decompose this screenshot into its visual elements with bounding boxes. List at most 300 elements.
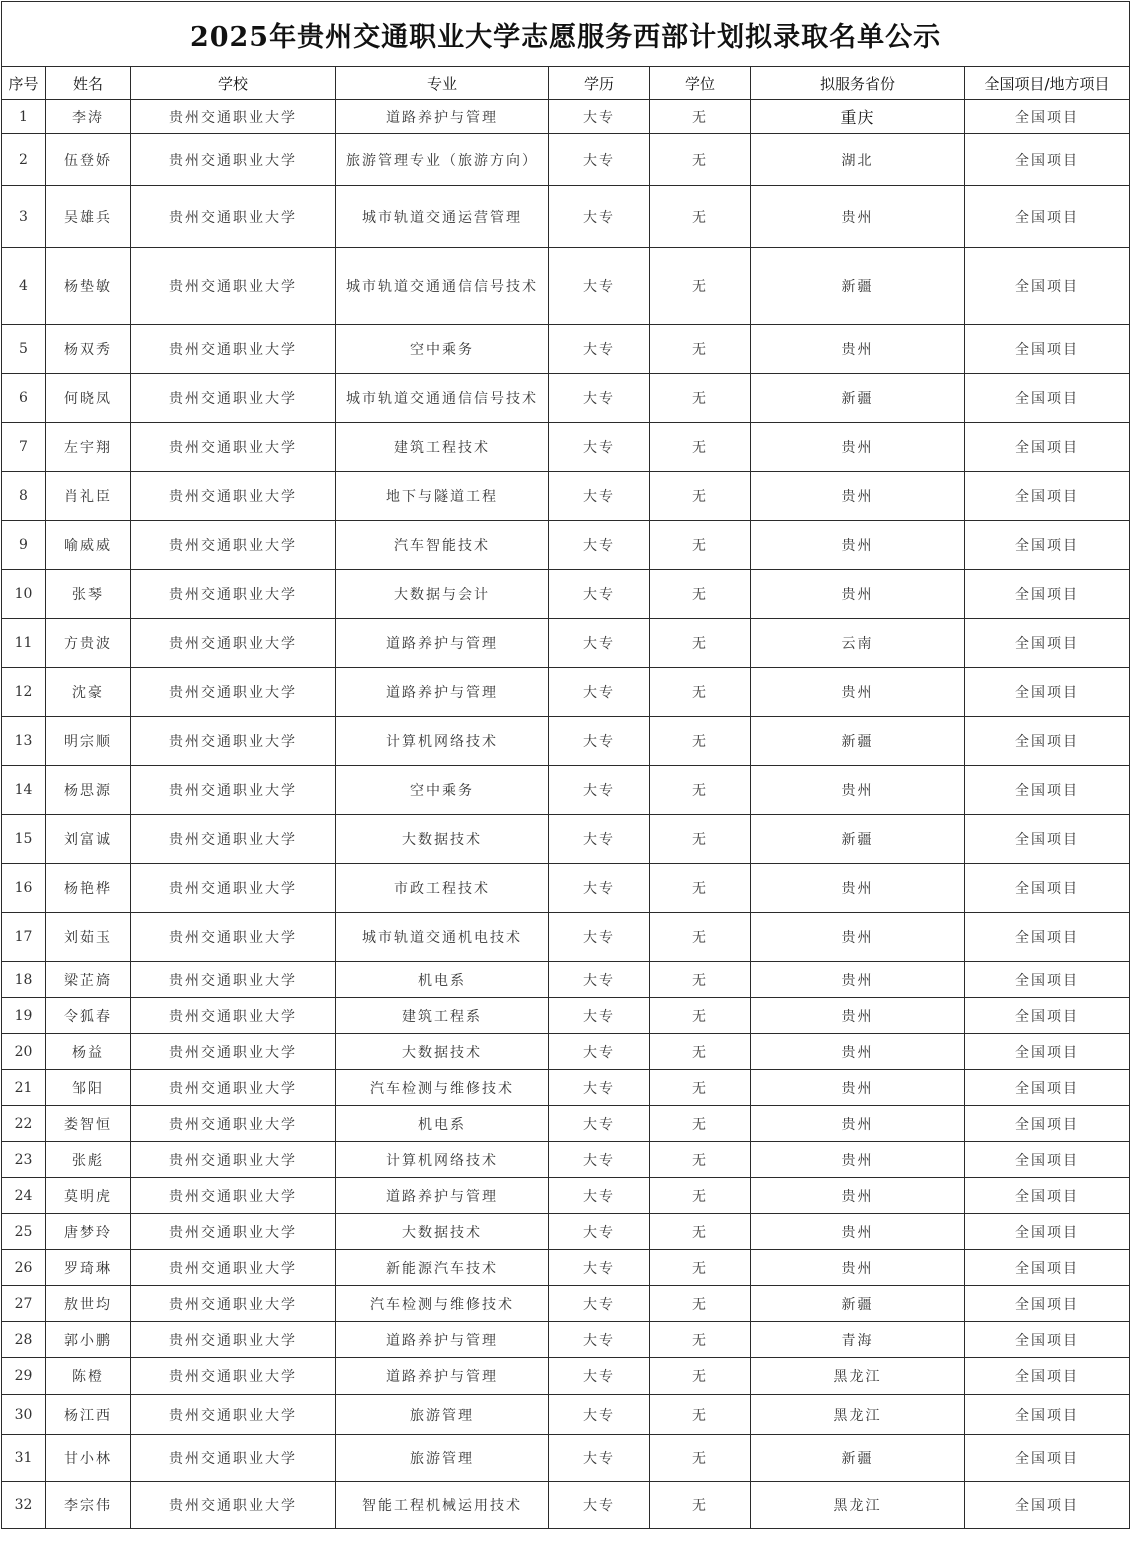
cell-no: 12 [2,668,46,717]
column-header-province: 拟服务省份 [751,67,965,100]
table-row [2,570,1130,619]
cell-major: 地下与隧道工程 [336,472,549,521]
cell-project: 全国项目 [965,100,1130,134]
cell-province: 黑龙江 [751,1395,965,1435]
column-header-name: 姓名 [46,67,131,100]
cell-school: 贵州交通职业大学 [131,1106,336,1142]
cell-no: 32 [2,1482,46,1529]
cell-school: 贵州交通职业大学 [131,619,336,668]
table-row [2,1070,1130,1106]
cell-province: 贵州 [751,864,965,913]
cell-degree: 无 [650,521,751,570]
cell-name: 郭小鹏 [46,1322,131,1358]
cell-school: 贵州交通职业大学 [131,766,336,815]
cell-education: 大专 [549,962,650,998]
cell-name: 伍登娇 [46,134,131,186]
cell-province: 云南 [751,619,965,668]
cell-degree: 无 [650,1142,751,1178]
cell-school: 贵州交通职业大学 [131,913,336,962]
cell-name: 李涛 [46,100,131,134]
cell-name: 杨垫敏 [46,248,131,325]
cell-education: 大专 [549,913,650,962]
cell-name: 令狐春 [46,998,131,1034]
cell-degree: 无 [650,134,751,186]
table-row [2,998,1130,1034]
cell-project: 全国项目 [965,1395,1130,1435]
cell-degree: 无 [650,248,751,325]
cell-school: 贵州交通职业大学 [131,1322,336,1358]
cell-school: 贵州交通职业大学 [131,1482,336,1529]
table-row [2,100,1130,134]
cell-major: 旅游管理专业（旅游方向） [336,134,549,186]
cell-education: 大专 [549,325,650,374]
cell-education: 大专 [549,1250,650,1286]
cell-province: 新疆 [751,1435,965,1482]
cell-project: 全国项目 [965,1482,1130,1529]
cell-major: 汽车智能技术 [336,521,549,570]
cell-name: 莫明虎 [46,1178,131,1214]
cell-project: 全国项目 [965,134,1130,186]
cell-degree: 无 [650,423,751,472]
cell-no: 19 [2,998,46,1034]
cell-province: 新疆 [751,248,965,325]
cell-school: 贵州交通职业大学 [131,186,336,248]
cell-province: 贵州 [751,913,965,962]
cell-no: 29 [2,1358,46,1395]
cell-education: 大专 [549,1395,650,1435]
table-row [2,1358,1130,1395]
table-row [2,186,1130,248]
cell-province: 贵州 [751,1106,965,1142]
cell-school: 贵州交通职业大学 [131,521,336,570]
cell-name: 方贵波 [46,619,131,668]
cell-education: 大专 [549,570,650,619]
cell-project: 全国项目 [965,1358,1130,1395]
table-row [2,521,1130,570]
cell-school: 贵州交通职业大学 [131,1358,336,1395]
cell-project: 全国项目 [965,717,1130,766]
cell-school: 贵州交通职业大学 [131,1395,336,1435]
cell-province: 黑龙江 [751,1358,965,1395]
cell-major: 城市轨道交通机电技术 [336,913,549,962]
cell-school: 贵州交通职业大学 [131,472,336,521]
column-header-degree: 学位 [650,67,751,100]
table-row [2,1482,1130,1529]
cell-project: 全国项目 [965,668,1130,717]
column-header-education: 学历 [549,67,650,100]
cell-major: 机电系 [336,962,549,998]
cell-school: 贵州交通职业大学 [131,1034,336,1070]
cell-education: 大专 [549,766,650,815]
cell-major: 旅游管理 [336,1435,549,1482]
cell-degree: 无 [650,1106,751,1142]
cell-education: 大专 [549,186,650,248]
cell-project: 全国项目 [965,1142,1130,1178]
cell-education: 大专 [549,998,650,1034]
cell-major: 大数据技术 [336,815,549,864]
cell-name: 杨益 [46,1034,131,1070]
cell-project: 全国项目 [965,1214,1130,1250]
cell-major: 空中乘务 [336,766,549,815]
cell-no: 20 [2,1034,46,1070]
cell-name: 何晓凤 [46,374,131,423]
cell-school: 贵州交通职业大学 [131,717,336,766]
table-row [2,423,1130,472]
cell-school: 贵州交通职业大学 [131,100,336,134]
cell-major: 道路养护与管理 [336,668,549,717]
table-row [2,815,1130,864]
cell-no: 14 [2,766,46,815]
cell-name: 沈豪 [46,668,131,717]
column-header-major: 专业 [336,67,549,100]
cell-no: 5 [2,325,46,374]
cell-name: 杨艳桦 [46,864,131,913]
cell-degree: 无 [650,913,751,962]
admission-list-table [1,1,1130,1529]
cell-project: 全国项目 [965,998,1130,1034]
cell-project: 全国项目 [965,864,1130,913]
cell-major: 汽车检测与维修技术 [336,1070,549,1106]
cell-no: 28 [2,1322,46,1358]
cell-name: 李宗伟 [46,1482,131,1529]
cell-project: 全国项目 [965,521,1130,570]
cell-province: 贵州 [751,325,965,374]
cell-degree: 无 [650,998,751,1034]
cell-province: 贵州 [751,1070,965,1106]
cell-no: 21 [2,1070,46,1106]
cell-school: 贵州交通职业大学 [131,423,336,472]
cell-name: 杨双秀 [46,325,131,374]
table-header-row [2,67,1130,100]
cell-school: 贵州交通职业大学 [131,248,336,325]
cell-major: 大数据与会计 [336,570,549,619]
cell-education: 大专 [549,864,650,913]
cell-province: 新疆 [751,1286,965,1322]
cell-name: 杨江西 [46,1395,131,1435]
table-row [2,766,1130,815]
cell-major: 计算机网络技术 [336,1142,549,1178]
cell-project: 全国项目 [965,913,1130,962]
cell-major: 旅游管理 [336,1395,549,1435]
cell-degree: 无 [650,1395,751,1435]
cell-major: 道路养护与管理 [336,1358,549,1395]
table-row [2,962,1130,998]
cell-no: 10 [2,570,46,619]
cell-education: 大专 [549,1286,650,1322]
cell-no: 22 [2,1106,46,1142]
cell-degree: 无 [650,1482,751,1529]
cell-degree: 无 [650,472,751,521]
cell-major: 机电系 [336,1106,549,1142]
cell-education: 大专 [549,717,650,766]
cell-no: 8 [2,472,46,521]
cell-degree: 无 [650,374,751,423]
cell-no: 7 [2,423,46,472]
cell-province: 新疆 [751,374,965,423]
cell-education: 大专 [549,472,650,521]
table-row [2,717,1130,766]
cell-degree: 无 [650,864,751,913]
column-header-school: 学校 [131,67,336,100]
table-row [2,248,1130,325]
cell-province: 贵州 [751,1034,965,1070]
cell-project: 全国项目 [965,325,1130,374]
cell-education: 大专 [549,1322,650,1358]
cell-province: 新疆 [751,717,965,766]
cell-major: 大数据技术 [336,1034,549,1070]
cell-major: 道路养护与管理 [336,619,549,668]
cell-degree: 无 [650,717,751,766]
cell-province: 重庆 [751,100,965,134]
cell-school: 贵州交通职业大学 [131,134,336,186]
cell-name: 喻威威 [46,521,131,570]
cell-school: 贵州交通职业大学 [131,998,336,1034]
page-title: 2025年贵州交通职业大学志愿服务西部计划拟录取名单公示 [2,2,1130,67]
cell-name: 左宇翔 [46,423,131,472]
cell-major: 城市轨道交通运营管理 [336,186,549,248]
cell-province: 湖北 [751,134,965,186]
cell-project: 全国项目 [965,962,1130,998]
cell-school: 贵州交通职业大学 [131,1178,336,1214]
cell-school: 贵州交通职业大学 [131,325,336,374]
column-header-no: 序号 [2,67,46,100]
cell-no: 11 [2,619,46,668]
cell-degree: 无 [650,1250,751,1286]
cell-major: 智能工程机械运用技术 [336,1482,549,1529]
cell-major: 道路养护与管理 [336,1322,549,1358]
cell-no: 3 [2,186,46,248]
cell-education: 大专 [549,100,650,134]
cell-degree: 无 [650,1286,751,1322]
cell-school: 贵州交通职业大学 [131,815,336,864]
table-row [2,1214,1130,1250]
cell-degree: 无 [650,1034,751,1070]
cell-project: 全国项目 [965,1286,1130,1322]
table-row [2,864,1130,913]
cell-school: 贵州交通职业大学 [131,570,336,619]
table-row [2,1106,1130,1142]
cell-education: 大专 [549,1070,650,1106]
cell-name: 陈橙 [46,1358,131,1395]
cell-no: 16 [2,864,46,913]
cell-education: 大专 [549,521,650,570]
cell-school: 贵州交通职业大学 [131,1214,336,1250]
cell-degree: 无 [650,1070,751,1106]
cell-education: 大专 [549,423,650,472]
cell-no: 30 [2,1395,46,1435]
cell-project: 全国项目 [965,1070,1130,1106]
cell-degree: 无 [650,186,751,248]
cell-education: 大专 [549,1178,650,1214]
cell-education: 大专 [549,619,650,668]
table-row [2,913,1130,962]
cell-no: 13 [2,717,46,766]
cell-education: 大专 [549,1106,650,1142]
cell-project: 全国项目 [965,619,1130,668]
cell-project: 全国项目 [965,766,1130,815]
cell-no: 1 [2,100,46,134]
cell-major: 市政工程技术 [336,864,549,913]
table-row [2,1395,1130,1435]
cell-school: 贵州交通职业大学 [131,374,336,423]
cell-province: 贵州 [751,423,965,472]
cell-major: 道路养护与管理 [336,1178,549,1214]
cell-major: 空中乘务 [336,325,549,374]
cell-education: 大专 [549,1482,650,1529]
cell-name: 刘富诚 [46,815,131,864]
cell-no: 24 [2,1178,46,1214]
cell-project: 全国项目 [965,248,1130,325]
cell-degree: 无 [650,1435,751,1482]
cell-province: 贵州 [751,1250,965,1286]
cell-no: 15 [2,815,46,864]
cell-education: 大专 [549,374,650,423]
cell-education: 大专 [549,815,650,864]
cell-province: 黑龙江 [751,1482,965,1529]
table-row [2,668,1130,717]
cell-project: 全国项目 [965,1178,1130,1214]
cell-education: 大专 [549,134,650,186]
cell-name: 吴雄兵 [46,186,131,248]
cell-name: 明宗顺 [46,717,131,766]
cell-province: 贵州 [751,668,965,717]
cell-name: 杨思源 [46,766,131,815]
cell-degree: 无 [650,1322,751,1358]
cell-no: 6 [2,374,46,423]
cell-no: 26 [2,1250,46,1286]
cell-project: 全国项目 [965,1034,1130,1070]
cell-name: 甘小林 [46,1435,131,1482]
cell-education: 大专 [549,1214,650,1250]
cell-no: 31 [2,1435,46,1482]
table-row [2,1322,1130,1358]
cell-degree: 无 [650,1178,751,1214]
cell-degree: 无 [650,325,751,374]
cell-project: 全国项目 [965,472,1130,521]
table-body [2,100,1130,1529]
cell-education: 大专 [549,248,650,325]
cell-project: 全国项目 [965,186,1130,248]
cell-education: 大专 [549,1358,650,1395]
table-row [2,134,1130,186]
cell-no: 4 [2,248,46,325]
cell-project: 全国项目 [965,1322,1130,1358]
cell-no: 17 [2,913,46,962]
cell-province: 贵州 [751,570,965,619]
cell-education: 大专 [549,668,650,717]
cell-major: 建筑工程技术 [336,423,549,472]
cell-province: 贵州 [751,472,965,521]
cell-province: 新疆 [751,815,965,864]
cell-province: 贵州 [751,766,965,815]
cell-name: 唐梦玲 [46,1214,131,1250]
cell-degree: 无 [650,619,751,668]
cell-major: 城市轨道交通通信信号技术 [336,248,549,325]
cell-project: 全国项目 [965,570,1130,619]
cell-school: 贵州交通职业大学 [131,864,336,913]
cell-major: 建筑工程系 [336,998,549,1034]
cell-no: 2 [2,134,46,186]
cell-name: 邹阳 [46,1070,131,1106]
cell-education: 大专 [549,1142,650,1178]
table-row [2,1178,1130,1214]
cell-no: 9 [2,521,46,570]
table-row [2,1286,1130,1322]
cell-school: 贵州交通职业大学 [131,1070,336,1106]
cell-major: 计算机网络技术 [336,717,549,766]
table-row [2,1250,1130,1286]
cell-education: 大专 [549,1435,650,1482]
cell-project: 全国项目 [965,1106,1130,1142]
cell-degree: 无 [650,815,751,864]
cell-name: 张琴 [46,570,131,619]
cell-school: 贵州交通职业大学 [131,962,336,998]
cell-degree: 无 [650,100,751,134]
table-row [2,472,1130,521]
cell-province: 青海 [751,1322,965,1358]
cell-province: 贵州 [751,962,965,998]
cell-province: 贵州 [751,998,965,1034]
cell-no: 18 [2,962,46,998]
cell-name: 敖世均 [46,1286,131,1322]
cell-degree: 无 [650,766,751,815]
cell-education: 大专 [549,1034,650,1070]
cell-project: 全国项目 [965,423,1130,472]
cell-school: 贵州交通职业大学 [131,1250,336,1286]
column-header-project: 全国项目/地方项目 [965,67,1130,100]
cell-province: 贵州 [751,1214,965,1250]
cell-no: 23 [2,1142,46,1178]
cell-project: 全国项目 [965,815,1130,864]
cell-major: 新能源汽车技术 [336,1250,549,1286]
table-row [2,1435,1130,1482]
cell-name: 肖礼臣 [46,472,131,521]
cell-name: 娄智恒 [46,1106,131,1142]
cell-degree: 无 [650,1214,751,1250]
cell-name: 罗琦琳 [46,1250,131,1286]
cell-province: 贵州 [751,1142,965,1178]
cell-degree: 无 [650,668,751,717]
cell-no: 27 [2,1286,46,1322]
cell-project: 全国项目 [965,1435,1130,1482]
cell-name: 刘茹玉 [46,913,131,962]
table-row [2,325,1130,374]
table-row [2,1142,1130,1178]
cell-major: 大数据技术 [336,1214,549,1250]
cell-school: 贵州交通职业大学 [131,668,336,717]
cell-degree: 无 [650,962,751,998]
cell-major: 道路养护与管理 [336,100,549,134]
cell-project: 全国项目 [965,1250,1130,1286]
table-row [2,619,1130,668]
cell-major: 汽车检测与维修技术 [336,1286,549,1322]
cell-no: 25 [2,1214,46,1250]
cell-province: 贵州 [751,521,965,570]
cell-degree: 无 [650,1358,751,1395]
cell-province: 贵州 [751,186,965,248]
cell-province: 贵州 [751,1178,965,1214]
cell-name: 梁芷旖 [46,962,131,998]
cell-school: 贵州交通职业大学 [131,1435,336,1482]
cell-degree: 无 [650,570,751,619]
cell-major: 城市轨道交通通信信号技术 [336,374,549,423]
table-row [2,374,1130,423]
cell-name: 张彪 [46,1142,131,1178]
cell-school: 贵州交通职业大学 [131,1286,336,1322]
cell-project: 全国项目 [965,374,1130,423]
table-row [2,1034,1130,1070]
cell-school: 贵州交通职业大学 [131,1142,336,1178]
